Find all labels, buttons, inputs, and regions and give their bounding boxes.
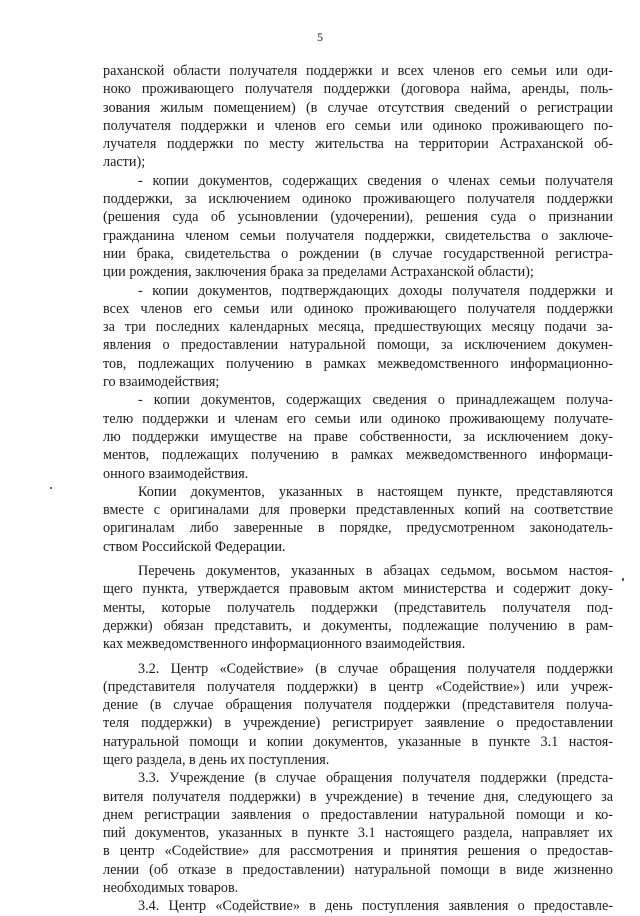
text-line: теля поддержки) в учреждение) регистрирует заявление о предоставлении [103, 715, 613, 732]
text-line: Копии документов, указанных в настоящем пункте, представляются [138, 483, 613, 500]
text-line: лю поддержки имуществе на праве собственности, за исключением доку- [103, 428, 613, 445]
text-line: - копии документов, подтверждающих доходы получателя поддержки и [138, 282, 613, 299]
text-line: 3.2. Центр «Содействие» (в случае обращения получателя поддержки [138, 660, 613, 677]
text-line: необходимых товаров. [103, 880, 239, 897]
text-line: поддержки, за исключением одиноко проживающего получателя поддержки [103, 191, 613, 208]
text-line: лении (об отказе в предоставлении) натуральной помощи в виде жизненно [103, 861, 613, 878]
text-line: - копии документов, содержащих сведения о принадлежащем получа- [138, 392, 613, 409]
text-line: оригиналам либо заверенные в порядке, предусмотренном законодатель- [103, 520, 613, 537]
text-line: щего раздела, в день их поступления. [103, 751, 330, 768]
scan-speck [50, 487, 52, 489]
text-line: 3.4. Центр «Содействие» в день поступления заявления о предоставле- [138, 898, 613, 915]
text-line: получателя поддержки и членов его семьи или одиноко проживающего по- [103, 117, 613, 134]
text-line: ции рождения, заключения брака за пределами Астраханской области); [103, 264, 534, 281]
text-line: лучателя поддержки по месту жительства на территории Астраханской об- [103, 136, 613, 153]
text-line: гражданина членом семьи получателя поддержки, свидетельства о заключе- [103, 227, 613, 244]
text-line: вместе с оригиналами для проверки представленных копий на соответствие [103, 502, 613, 519]
page-number: 5 [317, 30, 323, 44]
text-line: ласти); [103, 154, 146, 171]
text-line: вителя получателя поддержки) в учреждение) в течение дня, следующего за [103, 788, 613, 805]
text-line: всех членов его семьи или одиноко проживающего получателя поддержки [103, 300, 613, 317]
text-line: явления о предоставлении натуральной помощи, за исключением докумен- [103, 337, 613, 354]
text-line: ках межведомственного информационного взаимодействия. [103, 636, 466, 653]
text-line: (решения суда об усыновлении (удочерении), решения суда о признании [103, 209, 613, 226]
text-line: Перечень документов, указанных в абзацах седьмом, восьмом настоя- [138, 563, 613, 580]
text-line: го взаимодействия; [103, 374, 220, 391]
text-line: 3.3. Учреждение (в случае обращения получателя поддержки (предста- [138, 770, 613, 787]
text-line: днем регистрации заявления о предоставлении натуральной помощи и ко- [103, 806, 613, 823]
text-line: - копии документов, содержащих сведения о членах семьи получателя [138, 172, 613, 189]
text-line: раханской области получателя поддержки и всех членов его семьи или оди- [103, 63, 613, 79]
text-line: держки) обязан представить, и документы, подлежащие получению в рам- [103, 617, 613, 634]
text-line: пий документов, указанных в пункте 3.1 настоящего раздела, направляет их [103, 825, 613, 842]
text-line: в центр «Содействие» для рассмотрения и принятия решения о предостав- [103, 843, 613, 860]
text-line: телю поддержки и членам его семьи или одиноко проживающему получате- [103, 410, 613, 427]
text-line: щего пункта, утверждается правовым актом министерства и содержит доку- [103, 581, 613, 598]
text-line: ментов, подлежащих получению в рамках межведомственного информаци- [103, 447, 613, 464]
text-line: онного взаимодействия. [103, 465, 249, 482]
text-line: зования жилым помещением) (в случае отсутствия сведений о регистрации [103, 99, 613, 116]
text-line: натуральной помощи и копии документов, указанные в пункте 3.1 настоя- [103, 733, 613, 750]
text-line: менты, которые получатель поддержки (представитель получателя под- [103, 599, 613, 616]
text-line: (представителя получателя поддержки) в центр «Содействие») или учреж- [103, 678, 613, 695]
text-line: за три последних календарных месяца, предшествующих месяцу подачи за- [103, 319, 613, 336]
text-line: ством Российской Федерации. [103, 538, 286, 555]
text-line: тов, подлежащих получению в рамках межведомственного информационно- [103, 355, 613, 372]
text-line: дение (в случае обращения получателя поддержки (представителя получа- [103, 697, 613, 714]
document-body [103, 62, 613, 916]
scan-speck [622, 578, 624, 581]
text-line: нии брака, свидетельства о рождении (в случае государственной регистра- [103, 245, 613, 262]
text-line: ноко проживающего получателя поддержки (договора найма, аренды, поль- [103, 81, 613, 98]
